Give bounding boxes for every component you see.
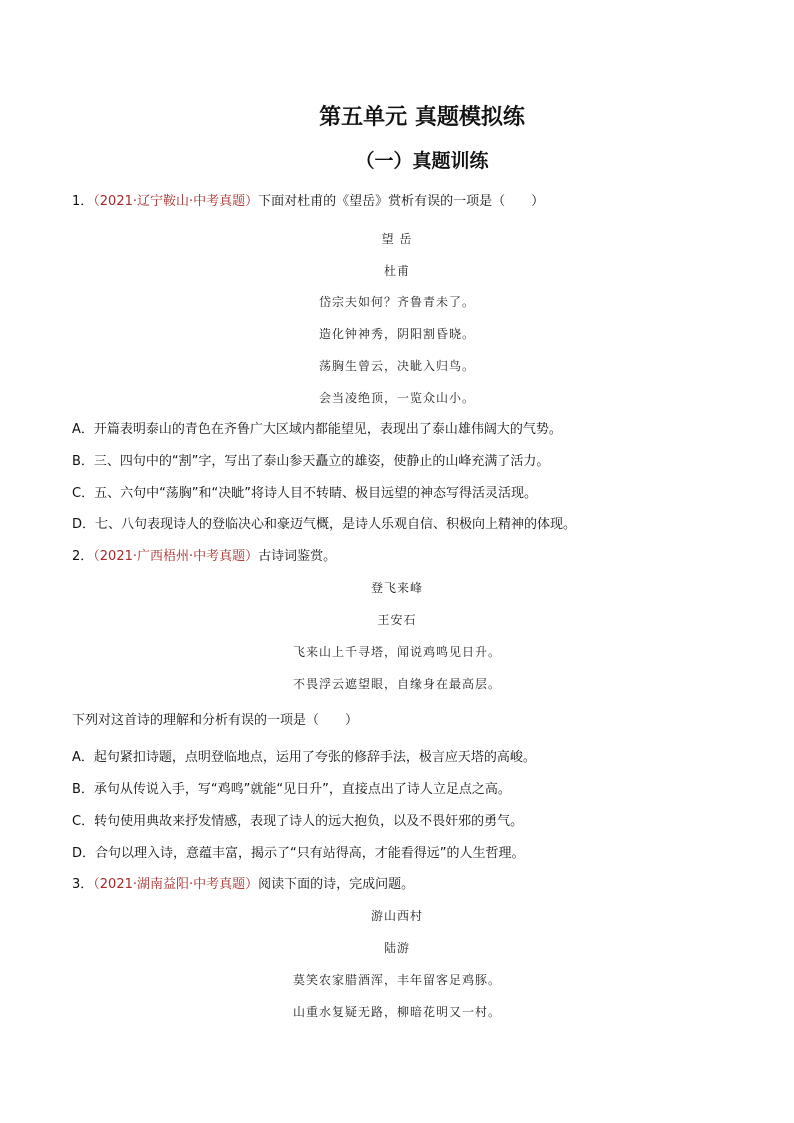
poem-title: 游山西村 [370,909,423,923]
question-3-stem [72,876,414,894]
unit-title: 第五单元 真题模拟练 [319,104,525,130]
option-a: A．开篇表明泰山的青色在齐鲁广大区域内都能望见，表现出了泰山雄伟阔大的气势。 [72,422,562,437]
poem-line: 会当凌绝顶，一览众山小。 [318,391,475,405]
question-source: （2021·广西梧州·中考真题） [93,549,259,564]
question-number: 1． [72,194,94,209]
poem-author: 陆游 [383,941,410,955]
question-text: 阅读下面的诗，完成问题。 [258,877,415,892]
poem-line: 岱宗夫如何？齐鲁青未了。 [318,295,475,309]
poem-author: 王安石 [377,613,417,627]
question-2-stem [72,548,336,566]
option-d: D．七、八句表现诗人的登临决心和豪迈气概，是诗人乐观自信、积极向上精神的体现。 [72,517,577,532]
question-number: 3． [72,877,94,892]
question-number: 2． [72,549,94,564]
option-b: B．三、四句中的“割”字，写出了泰山参天矗立的雄姿，使静止的山峰充满了活力。 [72,454,550,469]
sub-question-stem: 下列对这首诗的理解和分析有误的一项是（ ） [72,713,359,728]
question-text: 下面对杜甫的《望岳》赏析有误的一项是（ ） [258,194,545,209]
section-title: （一）真题训练 [355,150,489,172]
question-1-stem [72,193,544,211]
poem-line: 造化钟神秀，阴阳割昏晓。 [318,327,475,341]
poem-author: 杜甫 [383,264,410,278]
poem-line: 飞来山上千寻塔，闻说鸡鸣见日升。 [292,645,501,659]
poem-line: 莫笑农家腊酒浑，丰年留客足鸡豚。 [292,973,501,987]
poem-line: 不畏浮云遮望眼，自缘身在最高层。 [292,677,501,691]
option-c: C．转句使用典故来抒发情感，表现了诗人的远大抱负，以及不畏奸邪的勇气。 [72,814,524,829]
option-c: C．五、六句中“荡胸”和“决眦”将诗人目不转睛、极目远望的神态写得活灵活现。 [72,486,538,501]
poem-title: 登飞来峰 [370,581,423,595]
option-d: D．合句以理入诗，意蕴丰富，揭示了“只有站得高，才能看得远”的人生哲理。 [72,846,525,861]
option-b: B．承句从传说入手，写“鸡鸣”就能“见日升”，直接点出了诗人立足点之高。 [72,782,511,797]
question-text: 古诗词鉴赏。 [258,549,337,564]
poem-line: 荡胸生曾云，决眦入归鸟。 [318,359,475,373]
poem-line: 山重水复疑无路，柳暗花明又一村。 [292,1005,501,1019]
question-source: （2021·湖南益阳·中考真题） [93,877,259,892]
option-a: A．起句紧扣诗题，点明登临地点，运用了夸张的修辞手法，极言应天塔的高峻。 [72,750,536,765]
question-source: （2021·辽宁鞍山·中考真题） [93,194,259,209]
poem-title: 望 岳 [381,232,413,246]
